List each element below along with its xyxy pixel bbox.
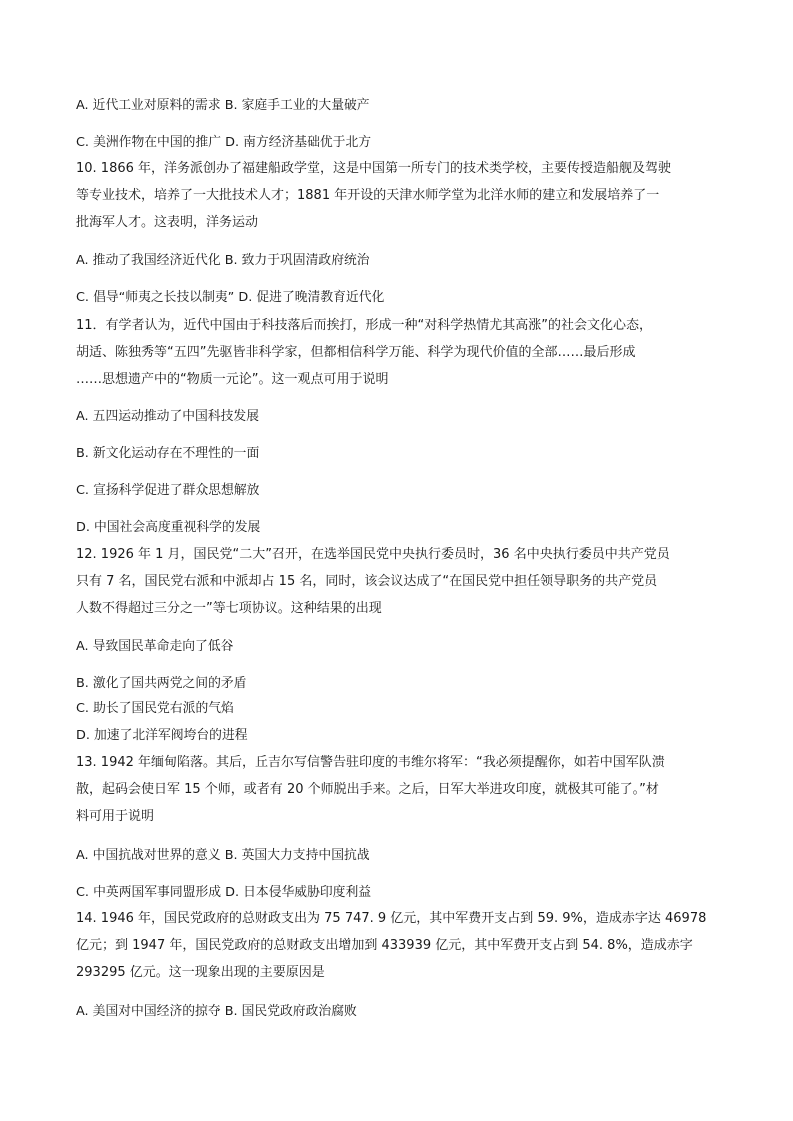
q10-stem-line-2: 等专业技术，培养了一大批技术人才；1881 年开设的天津水师学堂为北洋水师的建立和发展培养了一 xyxy=(76,188,660,203)
q13-stem-line-3: 料可用于说明 xyxy=(76,809,155,824)
q13-options-ab: A. 中国抗战对世界的意义 B. 英国大力支持中国抗战 xyxy=(76,848,370,863)
q11-stem-line-2: 胡适、陈独秀等“五四”先驱皆非科学家，但都相信科学万能、科学为现代价值的全部……最后形成 xyxy=(76,345,636,360)
q14-stem-line-1: 14. 1946 年，国民党政府的总财政支出为 75 747. 9 亿元，其中军费开支占到 59. 9%，造成赤字达 46978 xyxy=(76,911,707,926)
q11-option-c: C. 宣扬科学促进了群众思想解放 xyxy=(76,483,260,498)
q14-options-ab: A. 美国对中国经济的掠夺 B. 国民党政府政治腐败 xyxy=(76,1004,357,1019)
q10-options-ab: A. 推动了我国经济近代化 B. 致力于巩固清政府统治 xyxy=(76,253,370,268)
q11-option-d: D. 中国社会高度重视科学的发展 xyxy=(76,520,261,535)
q9-options-ab: A. 近代工业对原料的需求 B. 家庭手工业的大量破产 xyxy=(76,98,370,113)
q11-option-b: B. 新文化运动存在不理性的一面 xyxy=(76,446,260,461)
q13-stem-line-2: 散，起码会使日军 15 个师，或者有 20 个师脱出手来。之后，日军大举进攻印度，就极其可能了。”材 xyxy=(76,782,659,797)
q12-option-c: C. 助长了国民党右派的气焰 xyxy=(76,701,234,716)
q11-option-a: A. 五四运动推动了中国科技发展 xyxy=(76,409,260,424)
q12-option-d: D. 加速了北洋军阀垮台的进程 xyxy=(76,728,248,743)
q12-stem-line-3: 人数不得超过三分之一”等七项协议。这种结果的出现 xyxy=(76,601,382,616)
q11-stem-line-3: ……思想遗产中的“物质一元论”。这一观点可用于说明 xyxy=(76,372,389,387)
q9-options-cd: C. 美洲作物在中国的推广 D. 南方经济基础优于北方 xyxy=(76,135,372,150)
q11-stem-line-1: 11．有学者认为，近代中国由于科技落后而挨打，形成一种“对科学热情尤其高涨”的社会文化心态， xyxy=(76,318,653,333)
q12-option-a: A. 导致国民革命走向了低谷 xyxy=(76,639,234,654)
q13-options-cd: C. 中英两国军事同盟形成 D. 日本侵华威胁印度利益 xyxy=(76,885,372,900)
q12-stem-line-1: 12. 1926 年 1 月，国民党“二大”召开，在选举国民党中央执行委员时，36 名中央执行委员中共产党员 xyxy=(76,547,670,562)
q14-stem-line-2: 亿元；到 1947 年，国民党政府的总财政支出增加到 433939 亿元，其中军费开支占到 54. 8%，造成赤字 xyxy=(76,938,693,953)
q12-option-b: B. 激化了国共两党之间的矛盾 xyxy=(76,676,247,691)
q10-stem-line-1: 10. 1866 年，洋务派创办了福建船政学堂，这是中国第一所专门的技术类学校，主要传授造船舰及驾驶 xyxy=(76,161,672,176)
q10-stem-line-3: 批海军人才。这表明，洋务运动 xyxy=(76,215,259,230)
q14-stem-line-3: 293295 亿元。这一现象出现的主要原因是 xyxy=(76,965,325,980)
q10-options-cd: C. 倡导“师夷之长技以制夷” D. 促进了晚清教育近代化 xyxy=(76,290,385,305)
q13-stem-line-1: 13. 1942 年缅甸陷落。其后，丘吉尔写信警告驻印度的韦维尔将军：“我必须提醒你，如若中国军队溃 xyxy=(76,755,665,770)
q12-stem-line-2: 只有 7 名，国民党右派和中派却占 15 名，同时，该会议达成了“在国民党中担任领导职务的共产党员 xyxy=(76,574,658,589)
